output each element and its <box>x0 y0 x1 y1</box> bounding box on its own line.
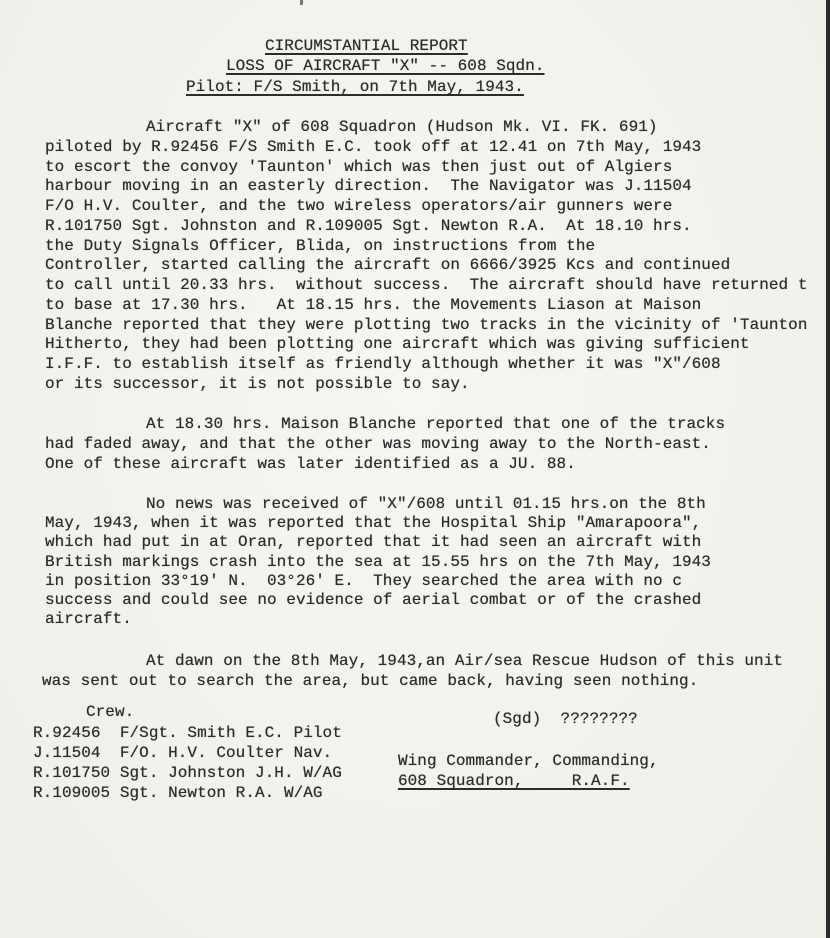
signature-unit: 608 Squadron, R.A.F. <box>398 772 630 790</box>
paragraph-1-line: Hitherto, they had been plotting one aircraft which was giving sufficient <box>45 335 750 354</box>
paragraph-1-line: piloted by R.92456 F/S Smith E.C. took off at 12.41 on 7th May, 1943 <box>45 137 702 156</box>
paragraph-3-line: aircraft. <box>45 610 132 629</box>
paragraph-1-line: I.F.F. to establish itself as friendly although whether it was "X"/608 <box>45 355 721 374</box>
paragraph-4-line: was sent out to search the area, but came back, having seen nothing. <box>42 672 699 690</box>
paragraph-4-line: At dawn on the 8th May, 1943,an Air/sea Rescue Hudson of this unit <box>146 652 784 670</box>
paragraph-3-line: May, 1943, when it was reported that the Hospital Ship "Amarapoora", <box>45 514 702 533</box>
paragraph-2-line: At 18.30 hrs. Maison Blanche reported that one of the tracks <box>146 415 726 433</box>
signature-rank: Wing Commander, Commanding, <box>398 752 659 770</box>
paragraph-3-line: in position 33°19' N. 03°26' E. They searched the area with no c <box>45 571 683 590</box>
crew-member: J.11504 F/O. H.V. Coulter Nav. <box>33 744 333 762</box>
paragraph-1-line: R.101750 Sgt. Johnston and R.109005 Sgt. Newton R.A. At 18.10 hrs. <box>45 216 692 235</box>
paragraph-1-line: harbour moving in an easterly direction. The Navigator was J.11504 <box>45 177 692 196</box>
paragraph-1-line: F/O H.V. Coulter, and the two wireless operators/air gunners were <box>45 197 673 216</box>
crew-member: R.92456 F/Sgt. Smith E.C. Pilot <box>33 724 342 742</box>
paragraph-1-line: Aircraft "X" of 608 Squadron (Hudson Mk. VI. FK. 691) <box>146 118 658 136</box>
paragraph-1-line: to call until 20.33 hrs. without success. The aircraft should have returned t <box>45 276 808 295</box>
signature-sgd: (Sgd) ???????? <box>493 710 638 728</box>
crew-member: R.101750 Sgt. Johnston J.H. W/AG <box>33 764 342 782</box>
report-title-line: Pilot: F/S Smith, on 7th May, 1943. <box>186 78 524 96</box>
crew-member: R.109005 Sgt. Newton R.A. W/AG <box>33 784 323 802</box>
paragraph-1-line: to base at 17.30 hrs. At 18.15 hrs. the Movements Liason at Maison <box>45 295 702 314</box>
paragraph-1-line: or its successor, it is not possible to say. <box>45 375 470 393</box>
paragraph-1-line: Blanche reported that they were plotting two tracks in the vicinity of 'Taunton <box>45 315 808 334</box>
crew-heading: Crew. <box>86 703 135 721</box>
paragraph-1-line: the Duty Signals Officer, Blida, on instructions from the <box>45 236 596 255</box>
page-mark <box>300 0 303 5</box>
paragraph-3-line: No news was received of "X"/608 until 01.15 hrs.on the 8th <box>146 495 706 513</box>
paragraph-1-line: to escort the convoy 'Taunton' which was then just out of Algiers <box>45 157 673 176</box>
paragraph-3-line: British markings crash into the sea at 15.55 hrs on the 7th May, 1943 <box>45 552 711 571</box>
report-title-line: LOSS OF AIRCRAFT "X" -- 608 Sqdn. <box>226 57 545 75</box>
paragraph-2-line: One of these aircraft was later identified as a JU. 88. <box>45 455 576 473</box>
paragraph-1-line: Controller, started calling the aircraft on 6666/3925 Kcs and continued <box>45 256 731 275</box>
paragraph-3-line: success and could see no evidence of aerial combat or of the crashed <box>45 591 702 609</box>
paragraph-2-line: had faded away, and that the other was moving away to the North-east. <box>45 435 711 453</box>
report-title-line: CIRCUMSTANTIAL REPORT <box>265 37 468 55</box>
scan-edge <box>826 0 830 938</box>
paragraph-3-line: which had put in at Oran, reported that it had seen an aircraft with <box>45 533 702 552</box>
